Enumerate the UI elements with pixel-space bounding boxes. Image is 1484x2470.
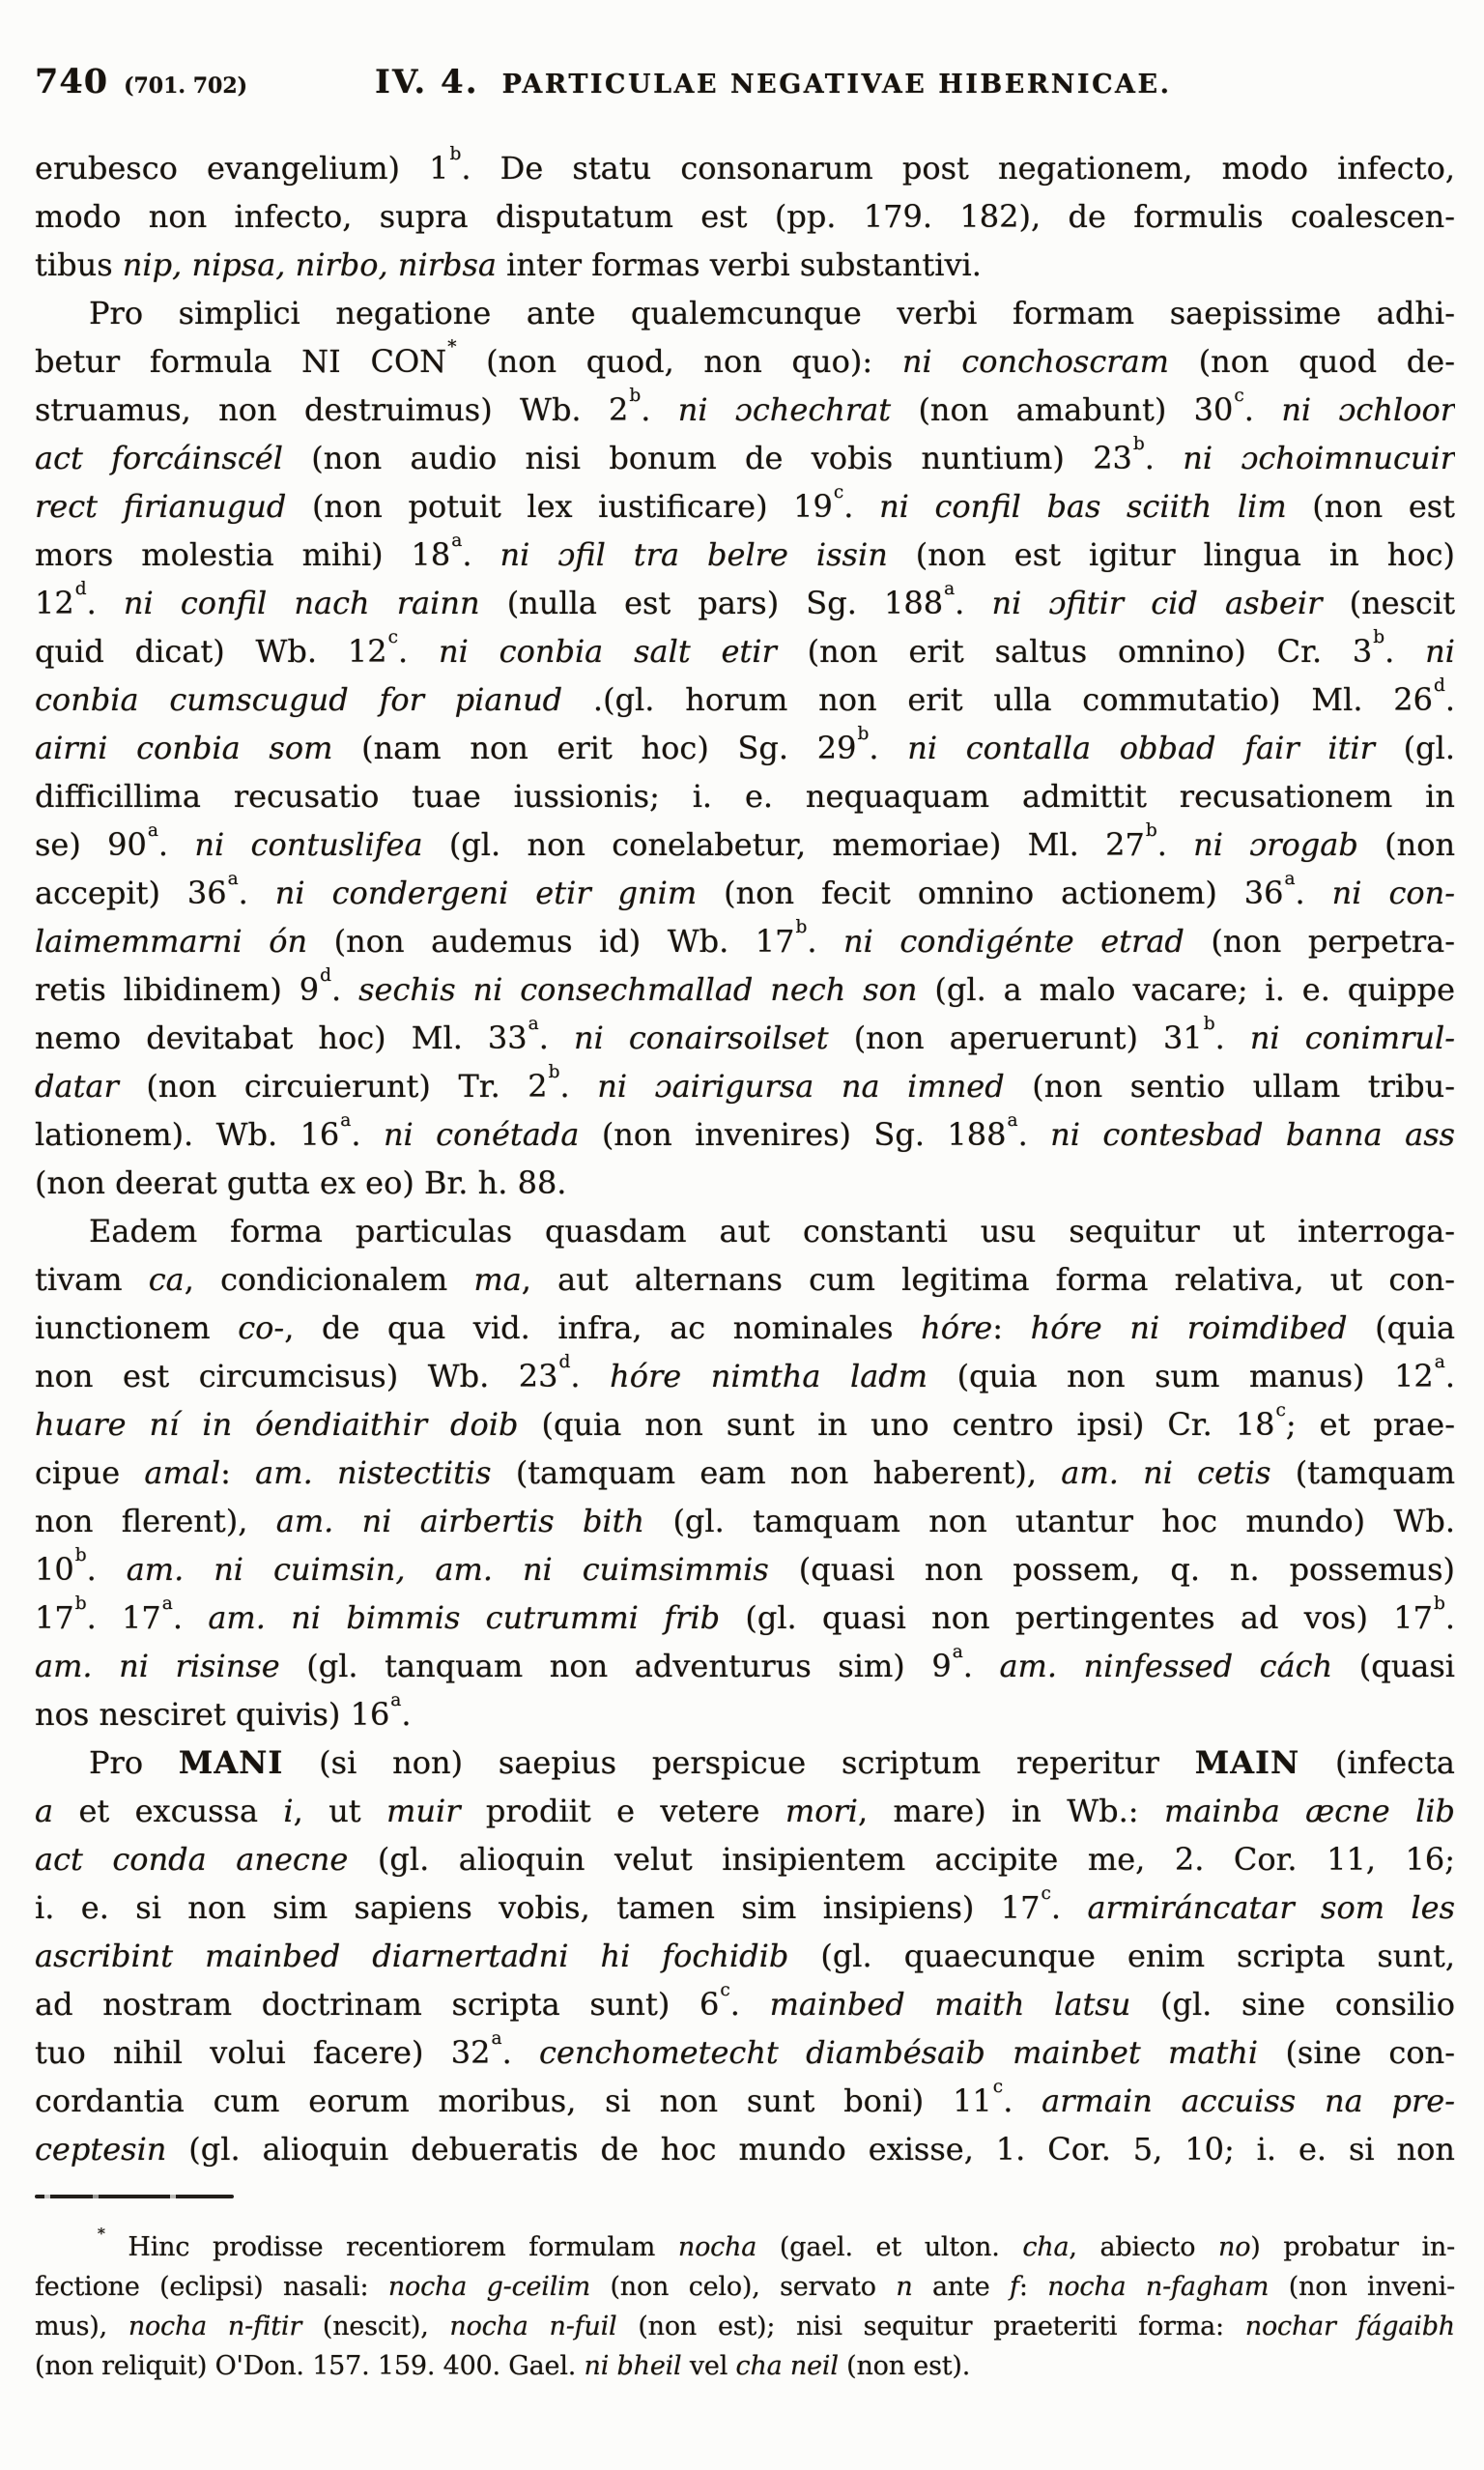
text-line: se) 90$^a$. ni contuslifea (gl. non conelabetur, memoriae) Ml. 27$^b$. ni ɔrogab (non <box>35 820 1455 863</box>
text-line: modo non infecto, supra disputatum est (pp. 179. 182), de formulis coalescen- <box>35 198 1455 235</box>
footnote-text <box>35 2227 1455 2386</box>
text-line: tibus nip, nipsa, nirbo, nirbsa inter formas verbi substantivi. <box>35 246 982 283</box>
text-line: conbia cumscugud for pianud .(gl. horum non erit ulla commutatio) Ml. 26$^d$. <box>35 675 1455 718</box>
text-line: tuo nihil volui facere) 32$^a$. cenchometecht diambésaib mainbet mathi (sine con- <box>35 2028 1455 2071</box>
text-line: lationem). Wb. 16$^a$. ni conétada (non invenires) Sg. 188$^a$. ni contesbad banna ass <box>35 1110 1455 1153</box>
text-line: mors molestia mihi) 18$^a$. ni ɔfil tra belre issin (non est igitur lingua in hoc) <box>35 531 1455 573</box>
text-line: Pro simplici negatione ante qualemcunque verbi formam saepissime adhi- <box>89 295 1455 331</box>
text-line: * Hinc prodisse recentiorem formulam nocha (gael. et ulton. cha, abiecto no) probatur in- <box>98 2227 1455 2262</box>
page-number: 740 <box>35 62 109 101</box>
text-line: 10$^b$. am. ni cuimsin, am. ni cuimsimmis (quasi non possem, q. n. possemus) <box>35 1545 1455 1588</box>
text-line: cordantia cum eorum moribus, si non sunt boni) 11$^c$. armain accuiss na pre- <box>35 2077 1455 2119</box>
text-line: nemo devitabat hoc) Ml. 33$^a$. ni conairsoilset (non aperuerunt) 31$^b$. ni conimrul- <box>35 1014 1455 1056</box>
text-line: airni conbia som (nam non erit hoc) Sg. 29$^b$. ni contalla obbad fair itir (gl. <box>35 724 1455 766</box>
text-line: ceptesin (gl. alioquin debueratis de hoc mundo exisse, 1. Cor. 5, 10; i. e. si non <box>35 2131 1455 2168</box>
text-line: Eadem forma particulas quasdam aut constanti usu sequitur ut interroga- <box>89 1213 1455 1249</box>
text-line: fectione (eclipsi) nasali: nocha g-ceilim (non celo), servato n ante f: nocha n-fagham (non inveni- <box>35 2272 1455 2302</box>
text-line: datar (non circuierunt) Tr. 2$^b$. ni ɔairigursa na imned (non sentio ullam tribu- <box>35 1062 1455 1105</box>
text-line: (non reliquit) O'Don. 157. 159. 400. Gael. ni bheil vel cha neil (non est). <box>35 2351 971 2381</box>
text-line: iunctionem co-, de qua vid. infra, ac nominales hóre: hóre ni roimdibed (quia <box>35 1309 1455 1346</box>
text-line: erubesco evangelium) 1$^b$. De statu consonarum post negationem, modo infecto, <box>35 144 1455 187</box>
text-line: mus), nocha n-fitir (nescit), nocha n-fuil (non est); nisi sequitur praeteriti forma: nochar fágaibh <box>35 2312 1455 2341</box>
text-line: a et excussa i, ut muir prodiit e vetere mori, mare) in Wb.: mainba æcne lib <box>35 1793 1455 1829</box>
text-line: quid dicat) Wb. 12$^c$. ni conbia salt etir (non erit saltus omnino) Cr. 3$^b$. ni <box>35 627 1455 670</box>
text-line: (non deerat gutta ex eo) Br. h. 88. <box>35 1164 567 1201</box>
text-line: ad nostram doctrinam scripta sunt) 6$^c$. mainbed maith latsu (gl. sine consilio <box>35 1980 1455 2023</box>
text-line: ascribint mainbed diarnertadni hi fochidib (gl. quaecunque enim scripta sunt, <box>35 1938 1455 1974</box>
text-line: non flerent), am. ni airbertis bith (gl. tamquam non utantur hoc mundo) Wb. <box>35 1503 1455 1539</box>
body-text <box>35 144 1455 2173</box>
page-reference: (701. 702) <box>124 73 248 99</box>
text-line: retis libidinem) 9$^d$. sechis ni consechmallad nech son (gl. a malo vacare; i. e. quippe <box>35 965 1455 1008</box>
text-line: nos nesciret quivis) 16$^a$. <box>35 1690 412 1733</box>
text-line: am. ni risinse (gl. tanquam non adventurus sim) 9$^a$. am. ninfessed cách (quasi <box>35 1642 1455 1684</box>
text-line: accepit) 36$^a$. ni condergeni etir gnim (non fecit omnino actionem) 36$^a$. ni con- <box>35 869 1455 911</box>
running-title: PARTICULAE NEGATIVAE HIBERNICAE. <box>501 70 1172 100</box>
text-line: 12$^d$. ni confil nach rainn (nulla est pars) Sg. 188$^a$. ni ɔfitir cid asbeir (nescit <box>35 579 1455 621</box>
text-line: tivam ca, condicionalem ma, aut alternans cum legitima forma relativa, ut con- <box>35 1261 1455 1298</box>
chapter-number: IV. 4. <box>375 63 479 101</box>
text-line: act conda anecne (gl. alioquin velut insipientem accipite me, 2. Cor. 11, 16; <box>35 1841 1455 1878</box>
text-line: Pro MANI (si non) saepius perspicue scriptum reperitur MAIN (infecta <box>89 1744 1455 1781</box>
text-line: act forcáinscél (non audio nisi bonum de vobis nuntium) 23$^b$. ni ɔchoimnucuir <box>35 434 1455 476</box>
text-line: huare ní in óendiaithir doib (quia non sunt in uno centro ipsi) Cr. 18$^c$; et prae- <box>35 1400 1455 1443</box>
text-line: rect firianugud (non potuit lex iustificare) 19$^c$. ni confil bas sciith lim (non est <box>35 482 1455 525</box>
text-line: i. e. si non sim sapiens vobis, tamen sim insipiens) 17$^c$. armiráncatar som les <box>35 1883 1455 1926</box>
text-line: difficillima recusatio tuae iussionis; i. e. nequaquam admittit recusationem in <box>35 778 1455 815</box>
footnote-separator <box>35 2195 234 2198</box>
text-line: struamus, non destruimus) Wb. 2$^b$. ni ɔchechrat (non amabunt) 30$^c$. ni ɔchloor <box>35 386 1455 428</box>
text-line: non est circumcisus) Wb. 23$^d$. hóre nimtha ladm (quia non sum manus) 12$^a$. <box>35 1352 1455 1394</box>
text-line: laimemmarni ón (non audemus id) Wb. 17$^b$. ni condigénte etrad (non perpetra- <box>35 917 1455 960</box>
text-line: cipue amal: am. nistectitis (tamquam eam non haberent), am. ni cetis (tamquam <box>35 1454 1455 1491</box>
text-line: 17$^b$. 17$^a$. am. ni bimmis cutrummi frib (gl. quasi non pertingentes ad vos) 17$^b$. <box>35 1594 1455 1636</box>
text-line: betur formula NI CON* (non quod, non quo): ni conchoscram (non quod de- <box>35 337 1455 380</box>
page-header <box>35 62 1455 101</box>
